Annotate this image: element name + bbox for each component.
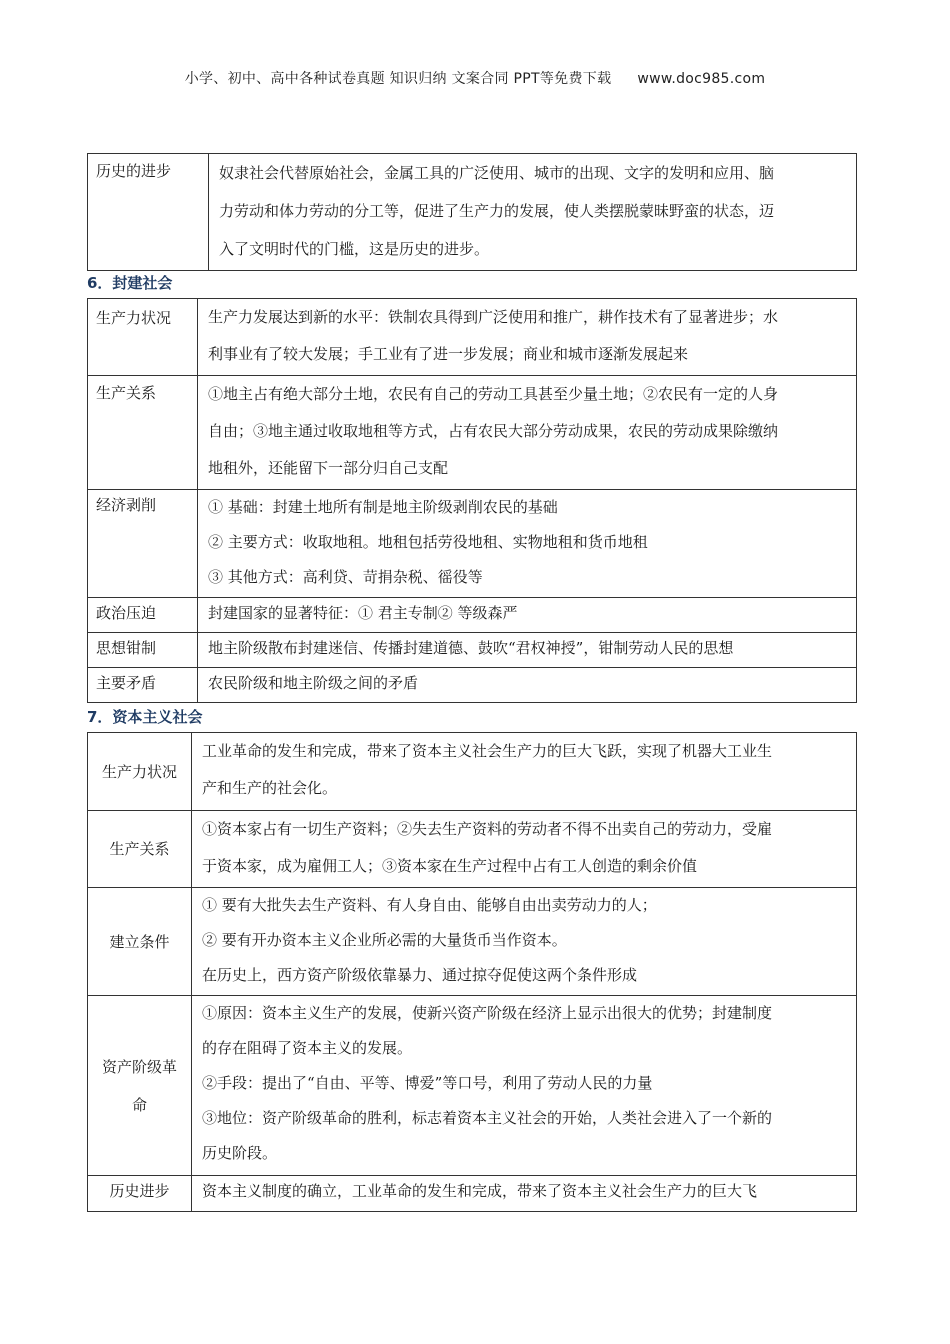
table-row: [88, 996, 857, 1176]
row-content: 生产力发展达到新的水平：铁制农具得到广泛使用和推广，耕作技术有了显著进步；水 利事业有了较大发展；手工业有了进一步发展；商业和城市逐渐发展起来: [198, 299, 857, 376]
row-label: 政治压迫: [88, 598, 198, 633]
row-content: 资本主义制度的确立，工业革命的发生和完成，带来了资本主义社会生产力的巨大飞: [192, 1176, 857, 1212]
table-row: [88, 668, 857, 703]
row-content: ①原因：资本主义生产的发展，使新兴资产阶级在经济上显示出很大的优势；封建制度 的存在阻碍了资本主义的发展。 ②手段：提出了“自由、平等、博爱”等口号，利用了劳动人民的力量 ③地位：资产阶级革命的胜利，标志着资本主义社会的开始，人类社会进入了一个新的 历史阶段。: [192, 996, 857, 1176]
slave-society-table: [87, 153, 857, 271]
row-label: 建立条件: [88, 888, 192, 996]
row-content: ① 基础：封建土地所有制是地主阶级剥削农民的基础 ② 主要方式：收取地租。地租包括劳役地租、实物地租和货币地租 ③ 其他方式：高利贷、苛捐杂税、徭役等: [198, 490, 857, 598]
feudal-society-table: [87, 298, 857, 703]
row-content: ① 要有大批失去生产资料、有人身自由、能够自由出卖劳动力的人； ② 要有开办资本主义企业所必需的大量货币当作资本。 在历史上，西方资产阶级依靠暴力、通过掠夺促使这两个条件形成: [192, 888, 857, 996]
row-label: 生产关系: [88, 811, 192, 888]
row-label: 主要矛盾: [88, 668, 198, 703]
table-row: [88, 154, 857, 271]
row-content: 农民阶级和地主阶级之间的矛盾: [198, 668, 857, 703]
row-content: 奴隶社会代替原始社会，金属工具的广泛使用、城市的出现、文字的发明和应用、脑 力劳动和体力劳动的分工等，促进了生产力的发展，使人类摆脱蒙昧野蛮的状态，迈 入了文明时代的门槛，这是历史的进步。: [209, 154, 857, 271]
row-label: 资产阶级革 命: [88, 996, 192, 1176]
table-row: [88, 633, 857, 668]
row-content: 封建国家的显著特征：① 君主专制② 等级森严: [198, 598, 857, 633]
table-row: [88, 299, 857, 376]
table-row: [88, 598, 857, 633]
section-title-capitalist: 7．资本主义社会: [87, 708, 203, 726]
table-row: [88, 376, 857, 490]
header-site: www.doc985.com: [637, 71, 766, 87]
row-label: 生产力状况: [88, 299, 198, 376]
row-label: 生产力状况: [88, 733, 192, 811]
row-content: 地主阶级散布封建迷信、传播封建道德、鼓吹“君权神授”，钳制劳动人民的思想: [198, 633, 857, 668]
table-row: [88, 1176, 857, 1212]
row-label: 历史的进步: [88, 154, 209, 271]
row-content: 工业革命的发生和完成，带来了资本主义社会生产力的巨大飞跃，实现了机器大工业生 产和生产的社会化。: [192, 733, 857, 811]
row-content: ①资本家占有一切生产资料；②失去生产资料的劳动者不得不出卖自己的劳动力，受雇 于资本家，成为雇佣工人；③资本家在生产过程中占有工人创造的剩余价值: [192, 811, 857, 888]
table-row: [88, 888, 857, 996]
page-header: [0, 68, 950, 88]
row-label: 思想钳制: [88, 633, 198, 668]
capitalist-society-table: [87, 732, 857, 1212]
table-row: [88, 490, 857, 598]
row-label: 历史进步: [88, 1176, 192, 1212]
table-row: [88, 733, 857, 811]
row-content: ①地主占有绝大部分土地，农民有自己的劳动工具甚至少量土地；②农民有一定的人身 自由；③地主通过收取地租等方式，占有农民大部分劳动成果，农民的劳动成果除缴纳 地租外，还能留下一部分归自己支配: [198, 376, 857, 490]
row-label: 经济剥削: [88, 490, 198, 598]
table-row: [88, 811, 857, 888]
section-title-feudal: 6．封建社会: [87, 274, 173, 292]
header-text: 小学、初中、高中各种试卷真题 知识归纳 文案合同 PPT等免费下载: [184, 71, 612, 87]
row-label: 生产关系: [88, 376, 198, 490]
